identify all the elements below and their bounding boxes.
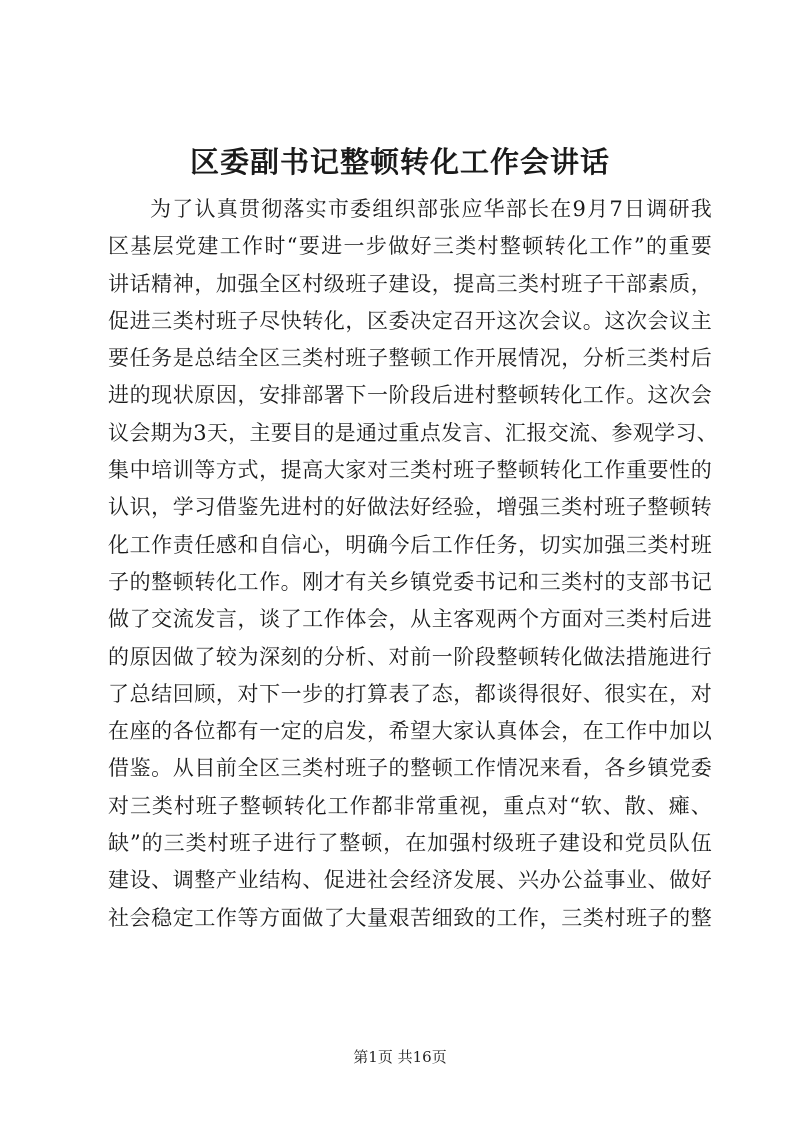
body-line: 化工作责任感和自信心，明确今后工作任务，切实加强三类村班 <box>108 532 712 557</box>
body-line: 缺”的三类村班子进行了整顿，在加强村级班子建设和党员队伍 <box>108 831 712 856</box>
body-line: 的原因做了较为深刻的分析、对前一阶段整顿转化做法措施进行 <box>108 644 712 669</box>
body-line: 建设、调整产业结构、促进社会经济发展、兴办公益事业、做好 <box>108 868 712 893</box>
body-line: 借鉴。从目前全区三类村班子的整顿工作情况来看，各乡镇党委 <box>108 756 712 781</box>
body-line: 了总结回顾，对下一步的打算表了态，都谈得很好、很实在，对 <box>108 681 712 706</box>
body-line: 社会稳定工作等方面做了大量艰苦细致的工作，三类村班子的整 <box>108 905 712 930</box>
body-line: 区基层党建工作时“要进一步做好三类村整顿转化工作”的重要 <box>108 234 712 259</box>
body-line: 做了交流发言，谈了工作体会，从主客观两个方面对三类村后进 <box>108 607 712 632</box>
body-line: 子的整顿转化工作。刚才有关乡镇党委书记和三类村的支部书记 <box>108 569 712 594</box>
body-line: 要任务是总结全区三类村班子整顿工作开展情况，分析三类村后 <box>108 346 712 371</box>
document-title: 区委副书记整顿转化工作会讲话 <box>189 145 610 179</box>
document-body <box>108 191 719 937</box>
page-number-footer: 第1页 共16页 <box>353 1048 447 1066</box>
body-line: 在座的各位都有一定的启发，希望大家认真体会，在工作中加以 <box>108 719 712 744</box>
body-line: 讲话精神，加强全区村级班子建设，提高三类村班子干部素质， <box>108 271 712 296</box>
body-line: 集中培训等方式，提高大家对三类村班子整顿转化工作重要性的 <box>108 458 712 483</box>
body-line: 认识，学习借鉴先进村的好做法好经验，增强三类村班子整顿转 <box>108 495 712 520</box>
body-line: 促进三类村班子尽快转化，区委决定召开这次会议。这次会议主 <box>108 308 712 333</box>
body-line: 进的现状原因，安排部署下一阶段后进村整顿转化工作。这次会 <box>108 383 712 408</box>
body-line: 议会期为3天，主要目的是通过重点发言、汇报交流、参观学习、 <box>108 420 719 445</box>
body-line: 为了认真贯彻落实市委组织部张应华部长在9月7日调研我 <box>150 197 712 221</box>
body-line: 对三类村班子整顿转化工作都非常重视，重点对“软、散、瘫、 <box>108 793 712 818</box>
